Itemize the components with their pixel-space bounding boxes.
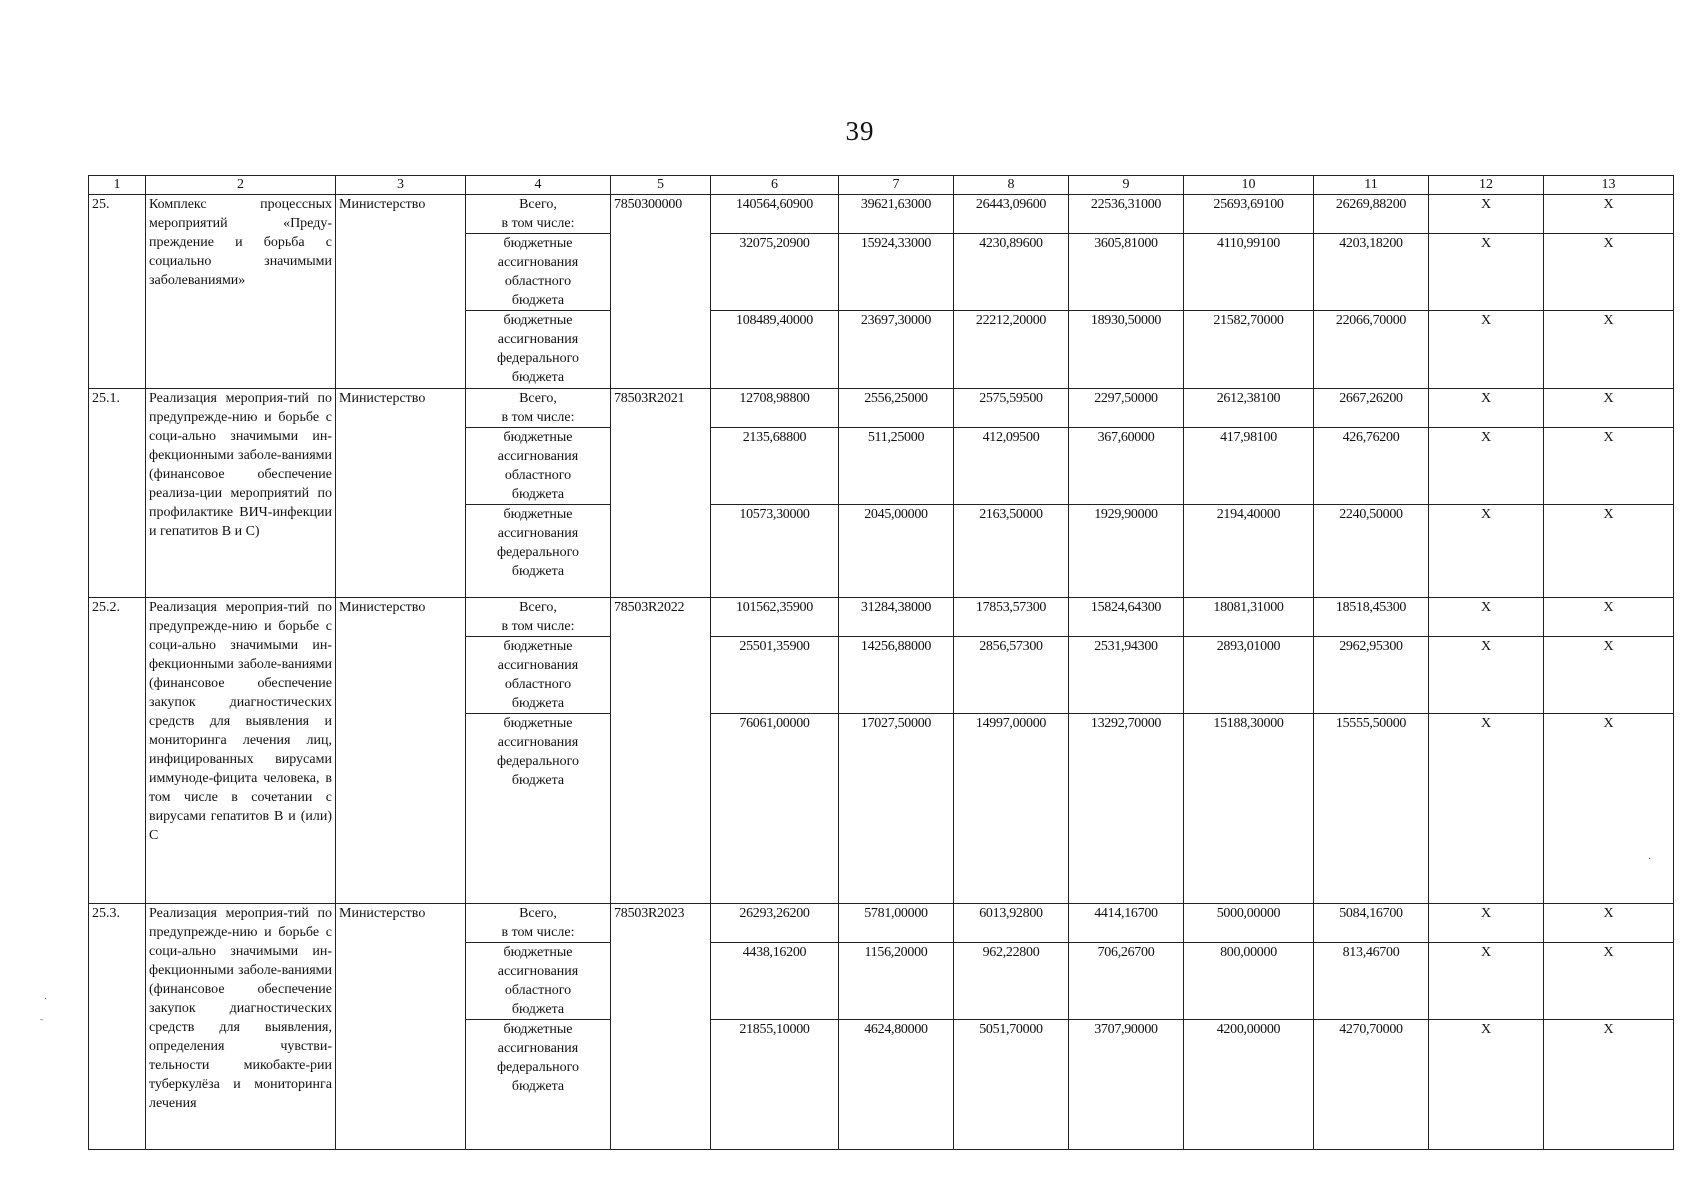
responsible-executor: Министерство <box>336 598 466 904</box>
budget-code: 78503R2023 <box>611 904 711 1150</box>
col-13-value: X <box>1544 1020 1674 1150</box>
amount-col-6: 2135,68800 <box>711 428 839 505</box>
funding-source: бюджетные ассигнования областного бюджета <box>466 234 611 311</box>
amount-col-8: 17853,57300 <box>954 598 1069 637</box>
amount-col-9: 18930,50000 <box>1069 311 1184 389</box>
amount-col-6: 140564,60900 <box>711 195 839 234</box>
amount-col-8: 26443,09600 <box>954 195 1069 234</box>
amount-col-6: 12708,98800 <box>711 389 839 428</box>
col-13-value: X <box>1544 637 1674 714</box>
col-12-value: X <box>1429 1020 1544 1150</box>
amount-col-6: 10573,30000 <box>711 505 839 598</box>
funding-source: бюджетные ассигнования областного бюджета <box>466 637 611 714</box>
amount-col-11: 5084,16700 <box>1314 904 1429 943</box>
page-number: 39 <box>845 116 875 146</box>
funding-source: бюджетные ассигнования федерального бюджета <box>466 1020 611 1150</box>
amount-col-7: 5781,00000 <box>839 904 954 943</box>
budget-code: 78503R2022 <box>611 598 711 904</box>
entry-number: 25.2. <box>89 598 146 904</box>
column-header-9: 9 <box>1069 176 1184 195</box>
amount-col-11: 18518,45300 <box>1314 598 1429 637</box>
amount-col-7: 23697,30000 <box>839 311 954 389</box>
amount-col-8: 2575,59500 <box>954 389 1069 428</box>
funding-source: бюджетные ассигнования федерального бюджета <box>466 714 611 904</box>
amount-col-7: 2045,00000 <box>839 505 954 598</box>
amount-col-11: 15555,50000 <box>1314 714 1429 904</box>
amount-col-10: 4110,99100 <box>1184 234 1314 311</box>
scan-mark: ˉ <box>40 1018 44 1029</box>
column-header-2: 2 <box>146 176 336 195</box>
column-header-1: 1 <box>89 176 146 195</box>
col-12-value: X <box>1429 311 1544 389</box>
table-row <box>89 389 1674 428</box>
budget-code: 78503R2021 <box>611 389 711 598</box>
amount-col-9: 2297,50000 <box>1069 389 1184 428</box>
amount-col-6: 21855,10000 <box>711 1020 839 1150</box>
amount-col-10: 25693,69100 <box>1184 195 1314 234</box>
budget-code: 7850300000 <box>611 195 711 389</box>
amount-col-10: 4200,00000 <box>1184 1020 1314 1150</box>
col-12-value: X <box>1429 505 1544 598</box>
funding-source: бюджетные ассигнования федерального бюджета <box>466 311 611 389</box>
entry-number: 25.3. <box>89 904 146 1150</box>
amount-col-9: 1929,90000 <box>1069 505 1184 598</box>
amount-col-11: 426,76200 <box>1314 428 1429 505</box>
table-header <box>89 176 1674 195</box>
funding-source: Всего, в том числе: <box>466 195 611 234</box>
amount-col-9: 3707,90000 <box>1069 1020 1184 1150</box>
scan-mark: · <box>44 994 48 1005</box>
column-header-12: 12 <box>1429 176 1544 195</box>
col-13-value: X <box>1544 195 1674 234</box>
amount-col-8: 412,09500 <box>954 428 1069 505</box>
amount-col-10: 800,00000 <box>1184 943 1314 1020</box>
amount-col-8: 14997,00000 <box>954 714 1069 904</box>
amount-col-10: 15188,30000 <box>1184 714 1314 904</box>
table-row <box>89 598 1674 637</box>
col-12-value: X <box>1429 234 1544 311</box>
amount-col-7: 39621,63000 <box>839 195 954 234</box>
col-12-value: X <box>1429 598 1544 637</box>
amount-col-10: 417,98100 <box>1184 428 1314 505</box>
col-12-value: X <box>1429 714 1544 904</box>
amount-col-6: 32075,20900 <box>711 234 839 311</box>
amount-col-9: 4414,16700 <box>1069 904 1184 943</box>
col-13-value: X <box>1544 598 1674 637</box>
entry-number: 25. <box>89 195 146 389</box>
amount-col-10: 21582,70000 <box>1184 311 1314 389</box>
funding-source: бюджетные ассигнования федерального бюджета <box>466 505 611 598</box>
amount-col-11: 2962,95300 <box>1314 637 1429 714</box>
funding-source: бюджетные ассигнования областного бюджета <box>466 943 611 1020</box>
col-13-value: X <box>1544 234 1674 311</box>
col-13-value: X <box>1544 505 1674 598</box>
col-12-value: X <box>1429 904 1544 943</box>
amount-col-6: 25501,35900 <box>711 637 839 714</box>
entry-name: Реализация мероприя-тий по предупрежде-нию и борьбе с соци-ально значимыми ин-фекционными заболе-ваниями (финансовое обеспечение реализа-ции мероприятий по профилактике ВИЧ-инфекции и гепатитов В и С) <box>146 389 336 598</box>
amount-col-11: 26269,88200 <box>1314 195 1429 234</box>
amount-col-8: 962,22800 <box>954 943 1069 1020</box>
amount-col-11: 4270,70000 <box>1314 1020 1429 1150</box>
funding-source: Всего, в том числе: <box>466 904 611 943</box>
amount-col-10: 2893,01000 <box>1184 637 1314 714</box>
col-12-value: X <box>1429 428 1544 505</box>
amount-col-7: 2556,25000 <box>839 389 954 428</box>
col-13-value: X <box>1544 428 1674 505</box>
column-header-10: 10 <box>1184 176 1314 195</box>
column-header-6: 6 <box>711 176 839 195</box>
scan-mark: · <box>1648 854 1652 865</box>
column-header-13: 13 <box>1544 176 1674 195</box>
amount-col-8: 6013,92800 <box>954 904 1069 943</box>
funding-source: Всего, в том числе: <box>466 598 611 637</box>
amount-col-9: 2531,94300 <box>1069 637 1184 714</box>
responsible-executor: Министерство <box>336 904 466 1150</box>
amount-col-6: 108489,40000 <box>711 311 839 389</box>
amount-col-9: 706,26700 <box>1069 943 1184 1020</box>
col-13-value: X <box>1544 714 1674 904</box>
responsible-executor: Министерство <box>336 195 466 389</box>
table-row <box>89 195 1674 234</box>
amount-col-10: 5000,00000 <box>1184 904 1314 943</box>
amount-col-6: 76061,00000 <box>711 714 839 904</box>
col-13-value: X <box>1544 389 1674 428</box>
amount-col-11: 4203,18200 <box>1314 234 1429 311</box>
entry-number: 25.1. <box>89 389 146 598</box>
col-13-value: X <box>1544 904 1674 943</box>
amount-col-8: 22212,20000 <box>954 311 1069 389</box>
amount-col-11: 2667,26200 <box>1314 389 1429 428</box>
amount-col-8: 5051,70000 <box>954 1020 1069 1150</box>
amount-col-9: 367,60000 <box>1069 428 1184 505</box>
amount-col-9: 13292,70000 <box>1069 714 1184 904</box>
funding-source: бюджетные ассигнования областного бюджета <box>466 428 611 505</box>
amount-col-7: 15924,33000 <box>839 234 954 311</box>
responsible-executor: Министерство <box>336 389 466 598</box>
col-12-value: X <box>1429 195 1544 234</box>
amount-col-11: 813,46700 <box>1314 943 1429 1020</box>
amount-col-7: 4624,80000 <box>839 1020 954 1150</box>
column-header-7: 7 <box>839 176 954 195</box>
entry-name: Реализация мероприя-тий по предупрежде-нию и борьбе с соци-ально значимыми ин-фекционными заболе-ваниями (финансовое обеспечение закупок диагностических средств для выявления и мониторинга лечения лиц, инфицированных вирусами иммуноде-фицита человека, в том числе в сочетании с вирусами гепатитов В и (или) С <box>146 598 336 904</box>
column-header-11: 11 <box>1314 176 1429 195</box>
amount-col-8: 4230,89600 <box>954 234 1069 311</box>
amount-col-10: 18081,31000 <box>1184 598 1314 637</box>
column-header-5: 5 <box>611 176 711 195</box>
budget-table <box>88 175 1674 1150</box>
table-row <box>89 904 1674 943</box>
column-header-3: 3 <box>336 176 466 195</box>
funding-source: Всего, в том числе: <box>466 389 611 428</box>
amount-col-10: 2194,40000 <box>1184 505 1314 598</box>
amount-col-7: 31284,38000 <box>839 598 954 637</box>
amount-col-8: 2856,57300 <box>954 637 1069 714</box>
col-13-value: X <box>1544 311 1674 389</box>
entry-name: Реализация мероприя-тий по предупрежде-нию и борьбе с соци-ально значимыми ин-фекционными заболе-ваниями (финансовое обеспечение закупок диагностических средств для выявления, определения чувстви-тельности микобакте-рии туберкулёза и мониторинга лечения <box>146 904 336 1150</box>
amount-col-7: 14256,88000 <box>839 637 954 714</box>
column-header-4: 4 <box>466 176 611 195</box>
col-12-value: X <box>1429 637 1544 714</box>
amount-col-6: 4438,16200 <box>711 943 839 1020</box>
amount-col-11: 22066,70000 <box>1314 311 1429 389</box>
amount-col-7: 17027,50000 <box>839 714 954 904</box>
amount-col-10: 2612,38100 <box>1184 389 1314 428</box>
amount-col-6: 26293,26200 <box>711 904 839 943</box>
amount-col-9: 22536,31000 <box>1069 195 1184 234</box>
col-13-value: X <box>1544 943 1674 1020</box>
entry-name: Комплекс процессных мероприятий «Преду-преждение и борьба с социально значимыми заболеваниями» <box>146 195 336 389</box>
col-12-value: X <box>1429 389 1544 428</box>
amount-col-9: 15824,64300 <box>1069 598 1184 637</box>
amount-col-9: 3605,81000 <box>1069 234 1184 311</box>
amount-col-6: 101562,35900 <box>711 598 839 637</box>
amount-col-8: 2163,50000 <box>954 505 1069 598</box>
column-header-8: 8 <box>954 176 1069 195</box>
amount-col-7: 511,25000 <box>839 428 954 505</box>
amount-col-7: 1156,20000 <box>839 943 954 1020</box>
amount-col-11: 2240,50000 <box>1314 505 1429 598</box>
col-12-value: X <box>1429 943 1544 1020</box>
